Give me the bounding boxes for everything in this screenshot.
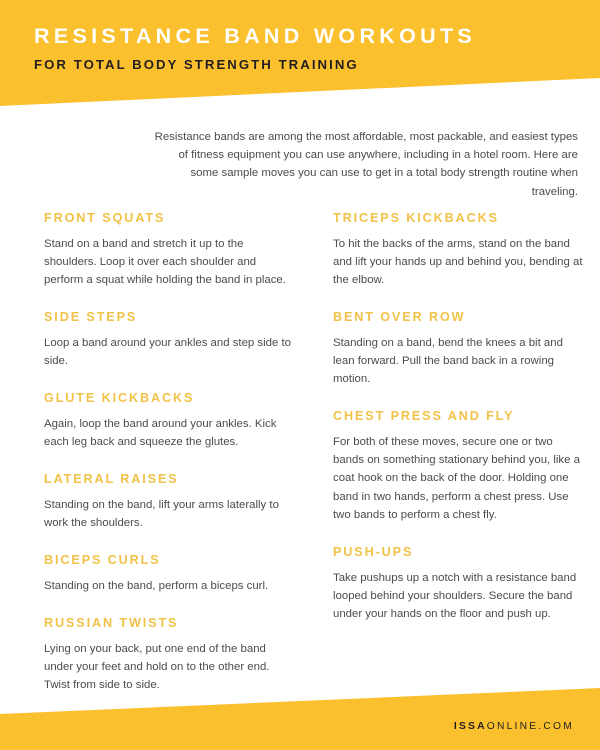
- page-title: RESISTANCE BAND WORKOUTS: [34, 24, 477, 48]
- right-column: [333, 212, 583, 623]
- header-content: [0, 0, 600, 110]
- workout-section-biceps-curls: [44, 554, 294, 595]
- footer-domain: ONLINE.COM: [486, 721, 574, 732]
- workout-section-chest-press-and-fly: [333, 410, 583, 524]
- left-column: [44, 212, 294, 694]
- workout-section-side-steps: [44, 311, 294, 370]
- section-body: Loop a band around your ankles and step side to side.: [44, 336, 291, 367]
- workout-section-push-ups: [333, 546, 583, 623]
- workout-section-lateral-raises: [44, 473, 294, 532]
- workout-section-glute-kickbacks: [44, 392, 294, 451]
- section-heading: TRICEPS KICKBACKS: [333, 211, 499, 225]
- footer-website: [454, 721, 574, 732]
- section-heading: RUSSIAN TWISTS: [44, 616, 179, 630]
- section-heading: BICEPS CURLS: [44, 553, 161, 568]
- workout-section-front-squats: [44, 212, 294, 289]
- section-heading: SIDE STEPS: [44, 310, 138, 325]
- section-body: Take pushups up a notch with a resistance band looped behind your shoulders. Secure the band under your hands on the floor and push up.: [333, 571, 577, 621]
- section-body: Standing on the band, perform a biceps curl.: [44, 579, 269, 592]
- section-heading: BENT OVER ROW: [333, 310, 466, 325]
- section-body: Standing on the band, lift your arms laterally to work the shoulders.: [44, 498, 279, 529]
- section-body: Again, loop the band around your ankles. Kick each leg back and squeeze the glutes.: [44, 417, 277, 448]
- section-heading: PUSH-UPS: [333, 545, 414, 560]
- section-body: Stand on a band and stretch it up to the shoulders. Loop it over each shoulder and perform a squat while holding the band in place.: [44, 237, 286, 286]
- workout-section-russian-twists: [44, 617, 294, 694]
- section-body: To hit the backs of the arms, stand on the band and lift your hands up and behind you, bending at the elbow.: [333, 237, 583, 286]
- footer-banner: [0, 688, 600, 750]
- section-heading: LATERAL RAISES: [44, 472, 179, 487]
- footer-brand: ISSA: [453, 721, 487, 732]
- section-body: Standing on a band, bend the knees a bit and lean forward. Pull the band back in a rowing motion.: [333, 336, 563, 386]
- workout-section-bent-over-row: [333, 311, 583, 388]
- intro-paragraph: Resistance bands are among the most affordable, most packable, and easiest types of fitness equipment you can use anywhere, including in a hotel room. Here are some sample moves you can use to get in a total body strength routine when traveling.: [154, 131, 578, 198]
- section-body: Lying on your back, put one end of the band under your feet and hold on to the other end. Twist from side to side.: [44, 642, 270, 691]
- section-heading: GLUTE KICKBACKS: [44, 391, 195, 406]
- section-heading: FRONT SQUATS: [44, 211, 166, 225]
- page-subtitle: FOR TOTAL BODY STRENGTH TRAINING: [34, 56, 359, 72]
- section-heading: CHEST PRESS AND FLY: [333, 409, 515, 424]
- section-body: For both of these moves, secure one or two bands on something stationary behind you, like a coat hook on the back of the door. Holding one band in two hands, perform a chest press. Use two bands to perform a chest fly.: [333, 436, 580, 521]
- workout-section-triceps-kickbacks: [333, 212, 583, 289]
